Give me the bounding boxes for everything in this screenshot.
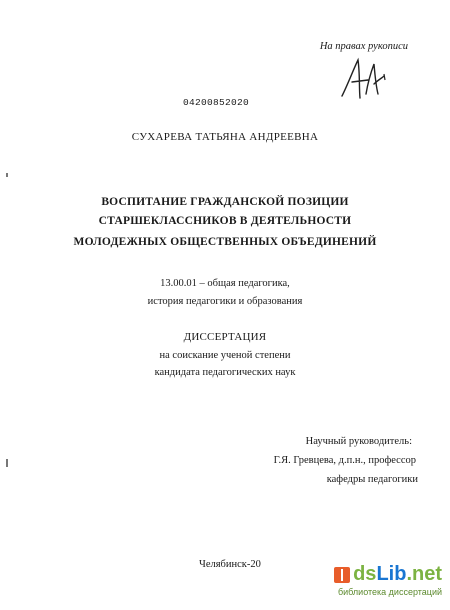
- dissertation-title-line-3: МОЛОДЕЖНЫХ ОБЩЕСТВЕННЫХ ОБЪЕДИНЕНИЙ: [73, 236, 377, 248]
- manuscript-rights-note: На правах рукописи: [319, 41, 408, 52]
- specialty-code-line: 13.00.01 – общая педагогика,: [160, 278, 290, 289]
- dissertation-title-line-2: СТАРШЕКЛАССНИКОВ В ДЕЯТЕЛЬНОСТИ: [98, 215, 352, 227]
- dslib-watermark[interactable]: [302, 563, 442, 597]
- specialty-name-line: история педагогики и образования: [147, 296, 303, 307]
- degree-line-2: кандидата педагогических наук: [154, 367, 296, 378]
- watermark-logo: [302, 563, 442, 586]
- city-year: Челябинск-20: [199, 559, 261, 570]
- watermark-logo-part: .net: [406, 563, 442, 585]
- degree-line-1: на соискание ученой степени: [159, 350, 291, 361]
- book-icon: [334, 567, 350, 583]
- watermark-subtitle: библиотека диссертаций: [337, 587, 442, 597]
- watermark-logo-part: Lib: [376, 563, 407, 585]
- supervisor-department: кафедры педагогики: [326, 474, 418, 485]
- supervisor-heading: Научный руководитель:: [305, 436, 412, 447]
- margin-scan-mark: [6, 173, 8, 177]
- document-type: ДИССЕРТАЦИЯ: [183, 331, 267, 343]
- margin-scan-mark: [6, 459, 8, 467]
- handwritten-signature: [338, 54, 388, 106]
- dissertation-title-line-1: ВОСПИТАНИЕ ГРАЖДАНСКОЙ ПОЗИЦИИ: [101, 196, 349, 208]
- supervisor-name: Г.Я. Гревцева, д.п.н., профессор: [273, 455, 416, 466]
- registration-code: 04200852020: [183, 97, 250, 108]
- author-name: СУХАРЕВА ТАТЬЯНА АНДРЕЕВНА: [131, 131, 319, 143]
- watermark-logo-part: ds: [353, 563, 377, 585]
